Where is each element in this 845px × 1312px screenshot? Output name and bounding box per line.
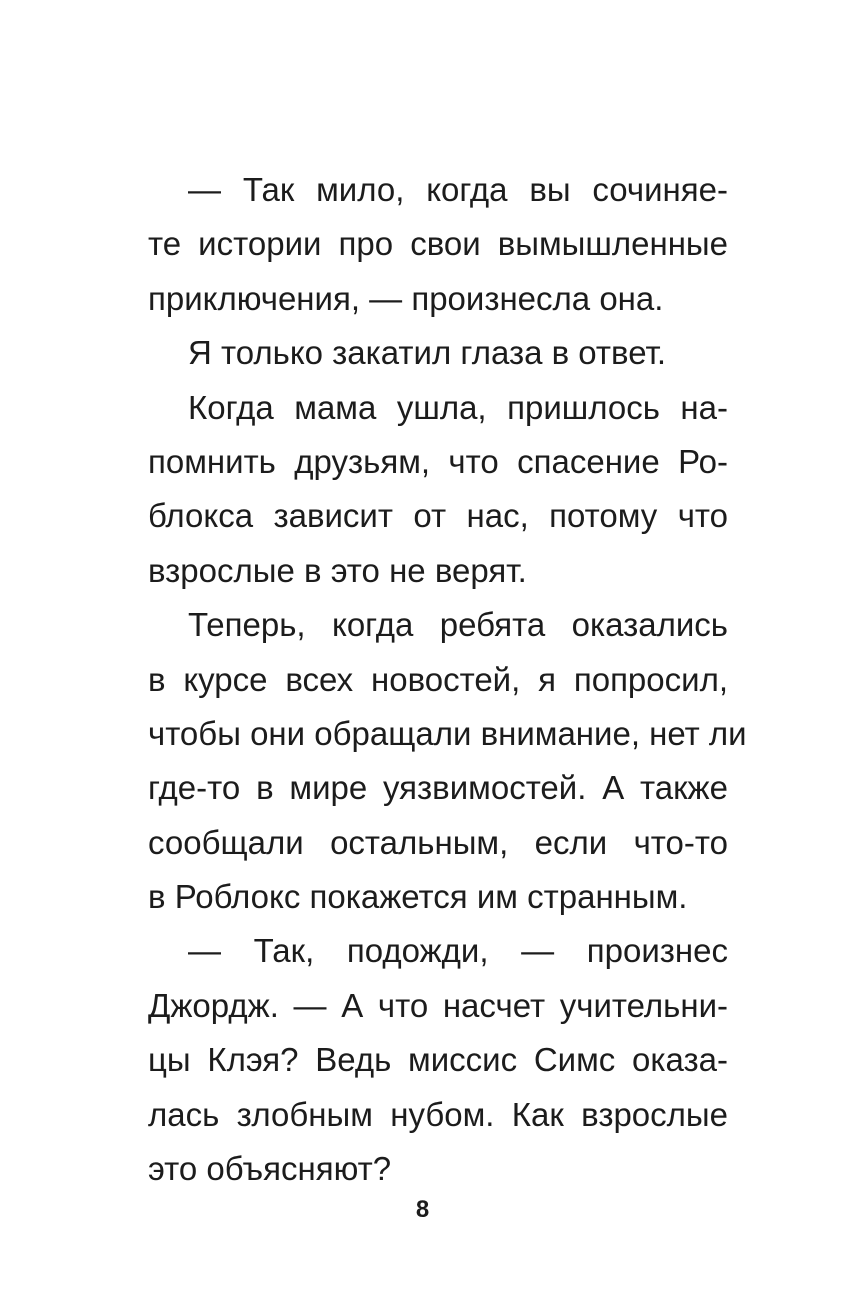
text-line: в курсе всех новостей, я попросил,	[148, 660, 728, 698]
text-line: цы Клэя? Ведь миссис Симс оказа-	[148, 1041, 728, 1079]
text-line: взрослые в это не верят.	[148, 551, 527, 589]
text-line: это объясняют?	[148, 1150, 392, 1188]
text-line: Я только закатил глаза в ответ.	[188, 334, 667, 372]
text-line: те истории про свои вымышленные	[148, 225, 728, 263]
text-line: Теперь, когда ребята оказались	[188, 606, 728, 644]
text-line: — Так, подожди, — произнес	[188, 932, 728, 970]
text-line: чтобы они обращали внимание, нет ли	[148, 714, 747, 752]
text-line: сообщали остальным, если что-то	[148, 823, 728, 861]
text-line: блокса зависит от нас, потому что	[148, 497, 728, 535]
text-line: — Так мило, когда вы сочиняе-	[188, 171, 728, 208]
text-line: приключения, — произнесла она.	[148, 279, 664, 317]
text-line: где-то в мире уязвимостей. А также	[148, 769, 728, 807]
body-text	[148, 163, 747, 1196]
text-line: Когда мама ушла, пришлось на-	[188, 388, 728, 426]
text-line: помнить друзьям, что спасение Ро-	[148, 442, 728, 480]
text-line: лась злобным нубом. Как взрослые	[148, 1095, 728, 1133]
text-line: в Роблокс покажется им странным.	[148, 878, 688, 916]
text-line: Джордж. — А что насчет учительни-	[148, 986, 728, 1024]
page-number: 8	[415, 1196, 430, 1223]
